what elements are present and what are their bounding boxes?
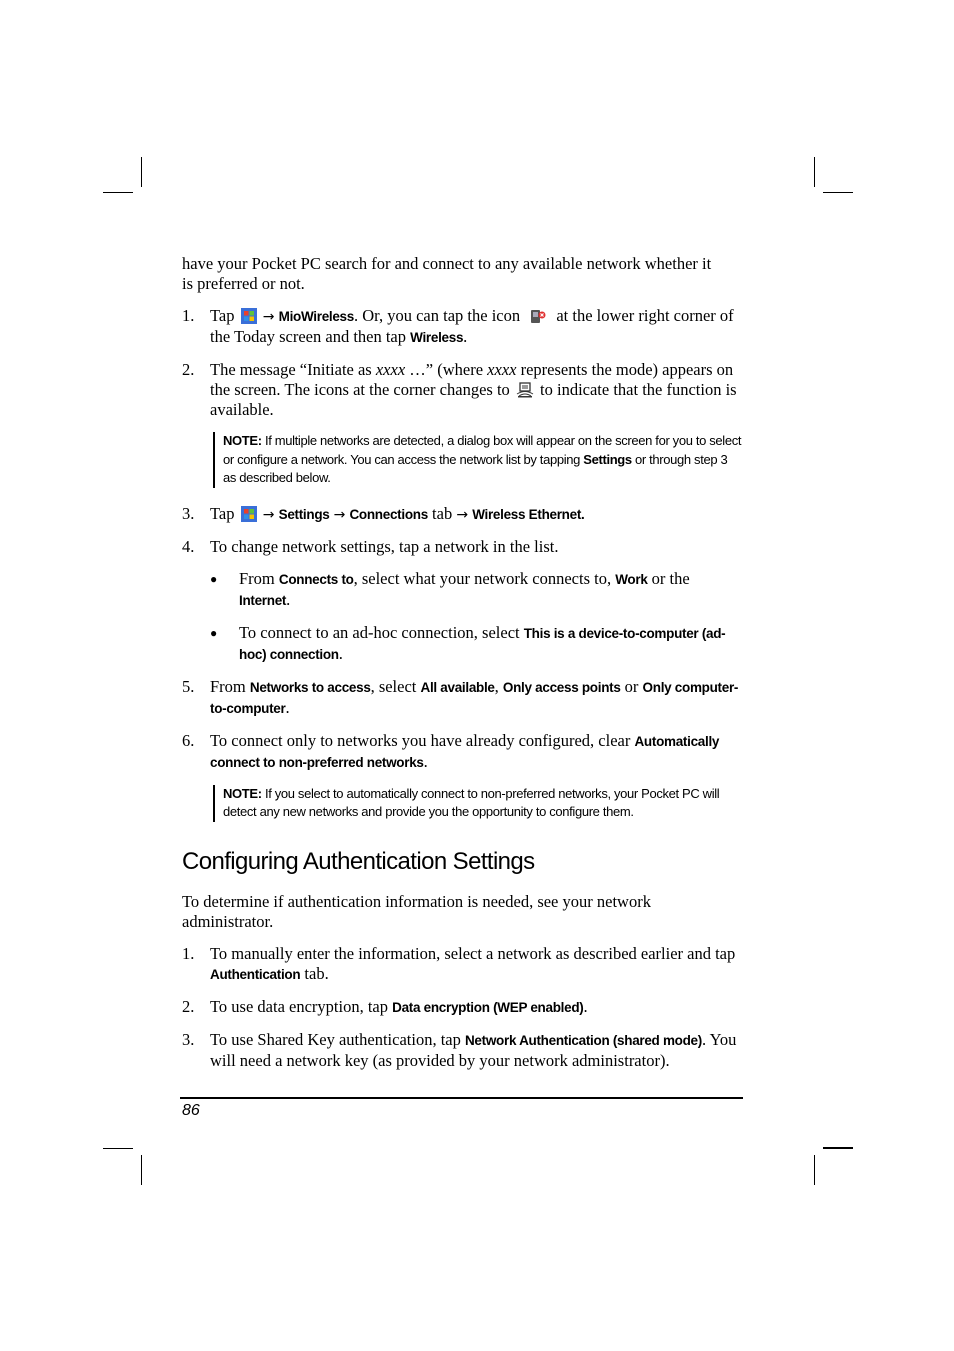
bullet-glyph: ● [210, 625, 218, 640]
section-intro: To determine if authentication information is needed, see your network administrator. [182, 891, 651, 931]
wireless-disconnected-icon [530, 308, 546, 324]
step-number: 5. [182, 676, 195, 696]
arrow-glyph: → [262, 506, 275, 523]
step-number: 1. [182, 306, 195, 325]
arrow-glyph: → [456, 506, 469, 523]
page-content [182, 254, 742, 1083]
crop-mark-top-left-h [103, 192, 133, 193]
crop-mark-bottom-right-v [814, 1155, 815, 1185]
step-5: 5. From Networks to access, select All available, Only access points or Only computer-to-computer. [182, 676, 739, 717]
note-box: NOTE: If you select to automatically connect to non-preferred networks, your Pocket PC will detect any new networks and provide you the opportunity to configure them. [213, 785, 742, 822]
step-3: 3. Tap → Settings → Connections tab → Wireless Ethernet. [182, 503, 585, 523]
step-number: 2. [182, 996, 195, 1016]
crop-mark-top-right-v [814, 157, 815, 187]
step-6: 6. To connect only to networks you have already configured, clear Automatically connect to non-preferred networks. [182, 730, 720, 771]
start-menu-icon [241, 308, 257, 324]
crop-mark-top-left-v [141, 157, 142, 187]
step-2: 2. The message “Initiate as xxxx …” (where xxxx represents the mode) appears on the screen. The icons at the corner changes to to indicate that the function is available. [182, 360, 737, 419]
network-connected-icon [516, 382, 534, 398]
step-number: 4. [182, 536, 195, 556]
step-number: 6. [182, 730, 195, 750]
bullet-glyph: ● [210, 571, 218, 586]
footer-divider [180, 1097, 743, 1099]
step-number: 3. [182, 503, 195, 523]
step-4: 4. To change network settings, tap a network in the list. [182, 536, 559, 556]
step-number: 3. [182, 1029, 195, 1049]
start-menu-icon [241, 506, 257, 522]
crop-mark-top-right-h [823, 192, 853, 193]
crop-mark-bottom-left-v [141, 1155, 142, 1185]
crop-mark-bottom-right-h [823, 1147, 853, 1149]
auth-step-3: 3. To use Shared Key authentication, tap Network Authentication (shared mode). You will need a network key (as provided by your network administrator). [182, 1029, 737, 1070]
section-heading: Configuring Authentication Settings [182, 847, 535, 875]
step-1: 1. Tap → MioWireless. Or, you can tap the icon at the lower right corner of the Today screen and then tap Wireless. [182, 306, 734, 346]
page-number: 86 [182, 1102, 200, 1119]
step-number: 1. [182, 943, 195, 963]
arrow-glyph: → [262, 309, 275, 325]
step-number: 2. [182, 360, 195, 379]
note-label: NOTE: [223, 785, 262, 801]
intro-paragraph: have your Pocket PC search for and connect to any available network whether it is preferred or not. [182, 254, 712, 293]
crop-mark-bottom-left-h [103, 1148, 133, 1149]
auth-step-2: 2. To use data encryption, tap Data encryption (WEP enabled). [182, 996, 588, 1016]
arrow-glyph: → [333, 506, 346, 523]
auth-step-1: 1. To manually enter the information, select a network as described earlier and tap Authentication tab. [182, 943, 736, 983]
list-item: ● From Connects to, select what your network connects to, Work or the Internet. [210, 568, 690, 609]
list-item: ● To connect to an ad-hoc connection, select This is a device-to-computer (ad-hoc) connection. [210, 622, 726, 663]
note-label: NOTE: [223, 433, 262, 448]
note-box: NOTE: If multiple networks are detected, a dialog box will appear on the screen for you to select or configure a network. You can access the network list by tapping Settings or through step 3 as described below. [213, 432, 742, 488]
